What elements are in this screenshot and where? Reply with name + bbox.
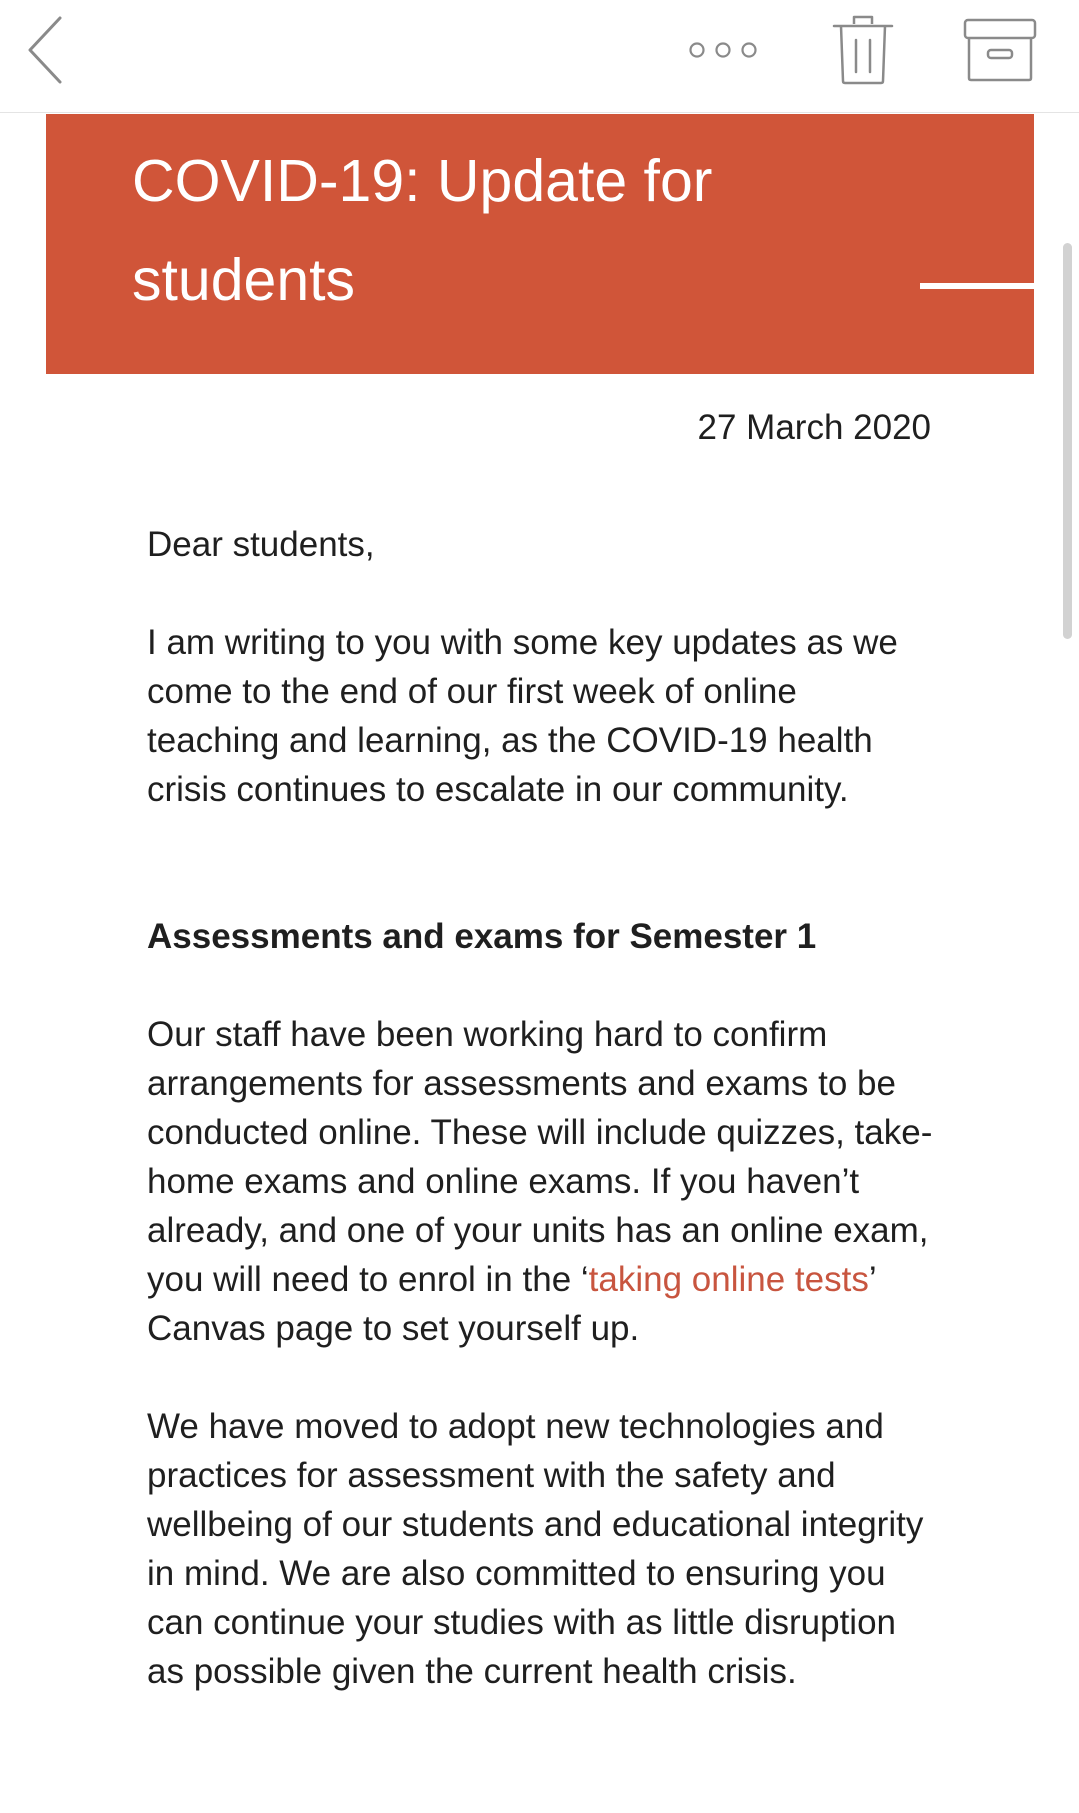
trash-icon xyxy=(828,10,898,90)
banner-rule xyxy=(920,283,1034,289)
chevron-left-icon xyxy=(18,10,68,90)
assessments-paragraph xyxy=(147,1010,937,1353)
more-button[interactable] xyxy=(680,30,766,70)
banner-title: COVID-19: Update for students xyxy=(132,148,713,313)
section-heading: Assessments and exams for Semester 1 xyxy=(147,917,817,956)
archive-button[interactable] xyxy=(960,10,1040,90)
taking-online-tests-link[interactable]: taking online tests xyxy=(588,1260,869,1299)
paragraph-text: Our staff have been working hard to confirm arrangements for assessments and exams to be conducted online. These will include quizzes, take-home exams and online exams. If you haven’t already, and one of your units has an online exam, you will need to enrol in the ‘ xyxy=(147,1015,933,1299)
technologies-paragraph: We have moved to adopt new technologies and practices for assessment with the safety and wellbeing of our students and educational integrity in mind. We are also committed to ensuring you can continue your studies with as little disruption as possible given the current health crisis. xyxy=(147,1407,924,1691)
intro-paragraph: I am writing to you with some key updates as we come to the end of our first week of online teaching and learning, as the COVID-19 health crisis continues to escalate in our community. xyxy=(147,623,898,809)
archive-icon xyxy=(960,10,1040,90)
email-date: 27 March 2020 xyxy=(697,408,931,447)
back-button[interactable] xyxy=(18,10,68,90)
greeting: Dear students, xyxy=(147,525,375,564)
more-icon xyxy=(680,30,766,70)
email-toolbar xyxy=(0,0,1079,113)
scrollbar[interactable] xyxy=(1063,243,1072,639)
delete-button[interactable] xyxy=(828,10,898,90)
email-body xyxy=(147,520,937,1745)
email-banner xyxy=(46,114,1034,374)
paragraph-text: ’ Canvas page to set yourself up. xyxy=(147,1260,876,1348)
